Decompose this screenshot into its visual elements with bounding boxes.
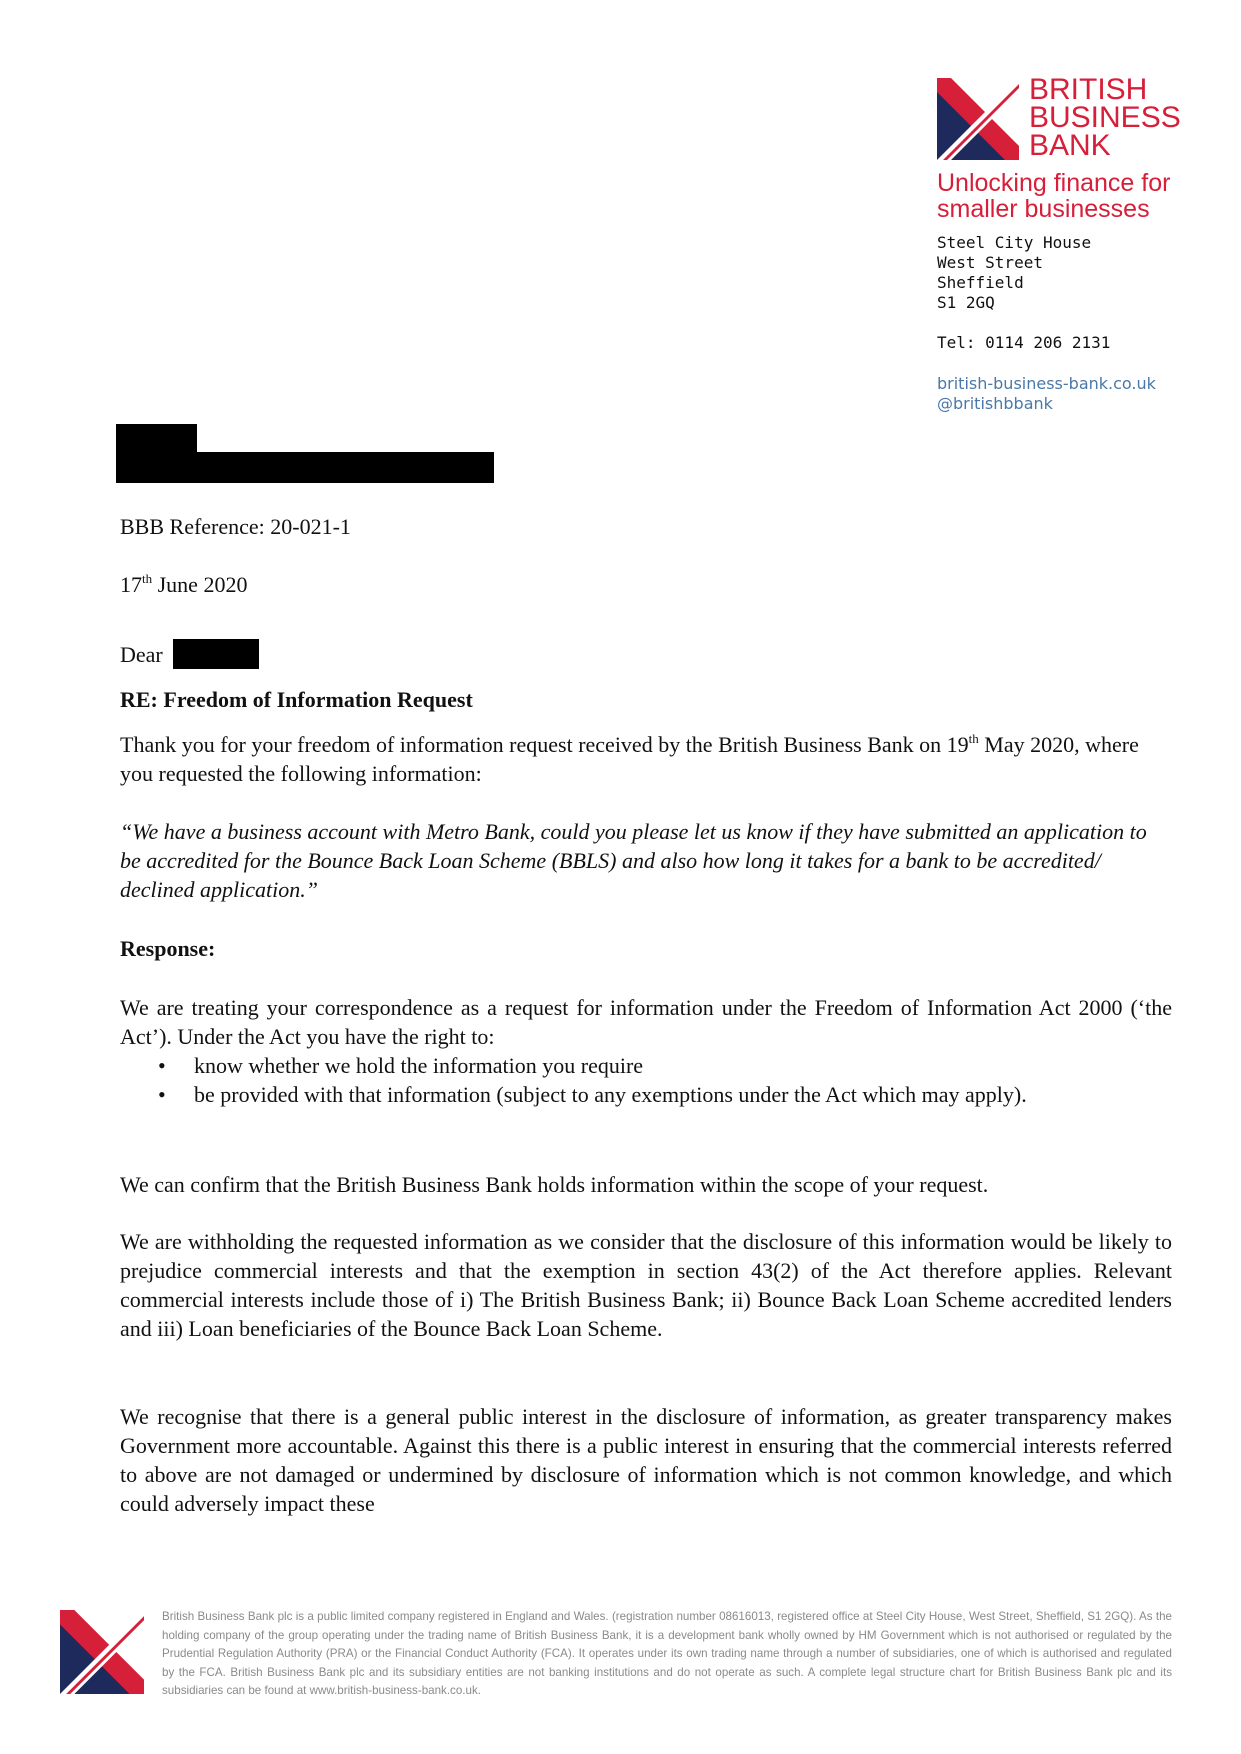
- logo-line-3: BANK: [1029, 129, 1111, 162]
- redacted-recipient-address: [116, 452, 494, 483]
- paragraph-2: We can confirm that the British Business Bank holds information within the scope of your request.: [120, 1172, 989, 1197]
- twitter-handle[interactable]: @britishbbank: [937, 394, 1053, 413]
- response-heading: Response:: [120, 936, 216, 961]
- address-line: Sheffield: [937, 273, 1024, 292]
- date-rest: June 2020: [152, 572, 248, 597]
- intro-text-1: Thank you for your freedom of information request received by the British Business Bank on 19: [120, 732, 969, 757]
- tagline-line-2: smaller businesses: [937, 195, 1150, 223]
- logo-tagline: [937, 170, 1170, 222]
- contact-links: [937, 374, 1156, 414]
- paragraph-3: We are withholding the requested information as we consider that the disclosure of this information would be likely to prejudice commercial interests and that the exemption in section 43(2) of the Act therefore applies. Relevant commercial interests include those of i) The British Business Bank; ii) Bounce Back Loan Scheme accredited lenders and iii) Loan beneficiaries of the Bounce Back Loan Scheme.: [120, 1229, 1172, 1341]
- telephone: Tel: 0114 206 2131: [937, 333, 1111, 352]
- logo-line-1: BRITISH: [1029, 73, 1148, 106]
- redacted-salutation-name: [173, 639, 259, 669]
- website-link[interactable]: british-business-bank.co.uk: [937, 374, 1156, 393]
- list-item-text: be provided with that information (subject to any exemptions under the Act which may apply).: [194, 1082, 1027, 1107]
- paragraph-1: We are treating your correspondence as a request for information under the Freedom of Information Act 2000 (‘the Act’). Under the Act you have the right to:: [120, 995, 1172, 1049]
- sender-address: [937, 233, 1091, 313]
- union-flag-logo-icon: [937, 78, 1019, 160]
- request-quote: “We have a business account with Metro Bank, could you please let us know if they have submitted an application to be accredited for the Bounce Back Loan Scheme (BBLS) and also how long it takes for a bank to be accredited/ declined application.”: [120, 819, 1147, 902]
- logo-wordmark: [1029, 73, 1181, 162]
- bullet-icon: •: [158, 1053, 166, 1078]
- intro-text-2: May 2020, where you requested the following information:: [120, 732, 1139, 786]
- bullet-icon: •: [158, 1082, 166, 1107]
- list-item-text: know whether we hold the information you require: [194, 1053, 644, 1078]
- list-item: [120, 1051, 1172, 1080]
- tagline-line-1: Unlocking finance for: [937, 169, 1171, 197]
- letter-date: [120, 570, 1172, 599]
- paragraph-4: We recognise that there is a general public interest in the disclosure of information, as greater transparency makes Government more accountable. Against this there is a public interest in ensuring that the commercial interests referred to above are not damaged or undermined by disclosure of information which is not common knowledge, and which could adversely impact these: [120, 1404, 1172, 1516]
- date-suffix: th: [142, 571, 153, 586]
- logo-line-2: BUSINESS: [1029, 101, 1181, 134]
- salutation: [120, 640, 1172, 669]
- subject-line: RE: Freedom of Information Request: [120, 687, 473, 712]
- intro-paragraph: [120, 730, 1172, 788]
- list-item: [120, 1080, 1172, 1109]
- address-line: Steel City House: [937, 233, 1092, 252]
- rights-list: [120, 1051, 1172, 1109]
- redacted-recipient-name: [116, 424, 197, 454]
- intro-suffix: th: [968, 731, 979, 746]
- union-flag-footer-icon: [60, 1610, 144, 1694]
- salutation-text: Dear: [120, 642, 163, 667]
- footer-legal-text: British Business Bank plc is a public limited company registered in England and Wales. (registration number 08616013, registered office at Steel City House, West Street, Sheffield, S1 2GQ). As the holding company of the group operating under the trading name of British Business Bank, it is a development bank wholly owned by HM Government which is not authorised or regulated by the Prudential Regulation Authority (PRA) or the Financial Conduct Authority (FCA). It operates under its own trading name through a number of subsidiaries, one of which is authorised and regulated by the FCA. British Business Bank plc and its subsidiary entities are not banking institutions and do not operate as such. A complete legal structure chart for British Business Bank plc and its subsidiaries can be found at www.british-business-bank.co.uk.: [162, 1610, 1172, 1697]
- reference: BBB Reference: 20-021-1: [120, 514, 351, 539]
- address-line: S1 2GQ: [937, 293, 995, 312]
- address-line: West Street: [937, 253, 1043, 272]
- date-day: 17: [120, 572, 142, 597]
